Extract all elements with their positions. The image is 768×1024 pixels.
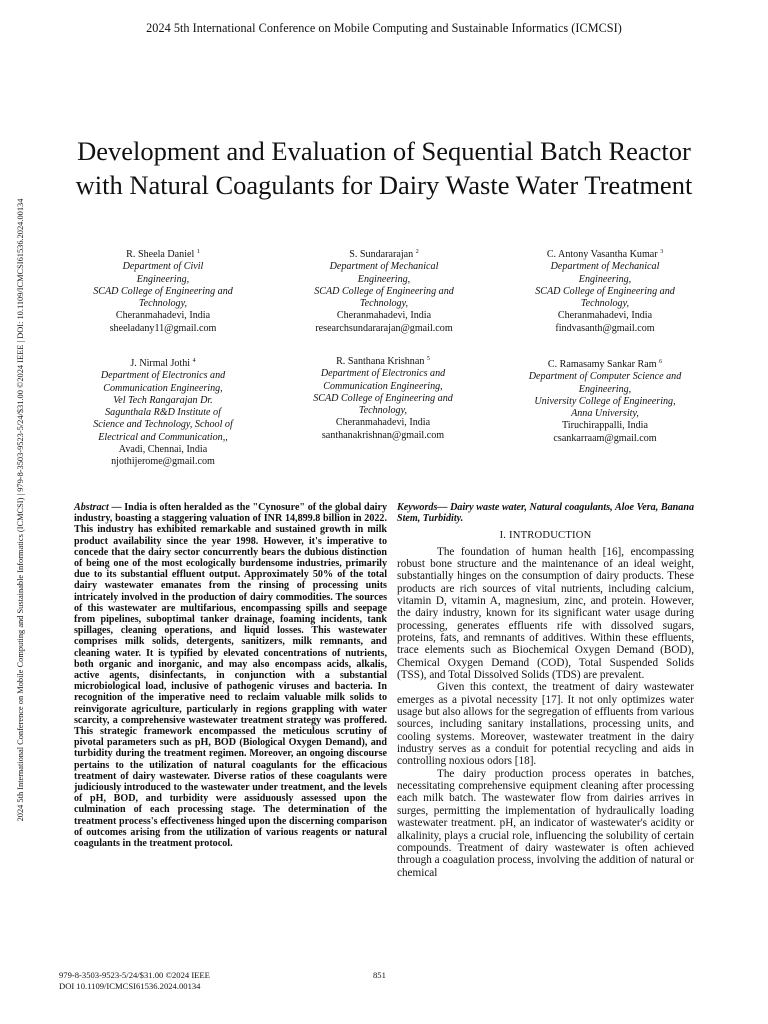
- author-email: researchsundararajan@gmail.com: [315, 322, 453, 334]
- author-dept-line: SCAD College of Engineering and: [93, 285, 233, 297]
- author-dept-line: Department of Mechanical: [329, 261, 439, 273]
- author-name: J. Nirmal Jothi: [130, 358, 191, 369]
- author-dept-line: Technology,: [138, 298, 188, 310]
- author-name: C. Ramasamy Sankar Ram: [547, 359, 657, 370]
- author-block: [290, 353, 476, 442]
- author-dept-line: Technology,: [358, 405, 408, 417]
- author-dept-line: Engineering,: [578, 383, 632, 395]
- footer-isbn: 979-8-3503-9523-5/24/$31.00 ©2024 IEEE: [59, 970, 210, 980]
- keywords: [397, 502, 694, 524]
- author-dept-line: Department of Electronics and: [320, 368, 446, 380]
- author-affiliation-number: 1: [196, 249, 200, 255]
- author-block: [510, 356, 700, 445]
- author-dept-line: Science and Technology, School of: [93, 419, 233, 431]
- author-block: [514, 246, 696, 335]
- author-dept-line: Vel Tech Rangarajan Dr.: [113, 394, 213, 406]
- author-name: C. Antony Vasantha Kumar: [546, 249, 658, 260]
- footer-doi: DOI 10.1109/ICMCSI61536.2024.00134: [59, 980, 201, 991]
- author-dept-line: Sagunthala R&D Institute of: [105, 407, 221, 419]
- section-title: I. INTRODUCTION: [499, 530, 592, 542]
- abstract-column: [74, 502, 387, 849]
- author-dept-line: SCAD College of Engineering and: [314, 285, 454, 297]
- author-dept-line: Anna University,: [571, 408, 639, 420]
- author-affiliation-number: 3: [660, 249, 664, 255]
- author-dept-line: Department of Electronics and: [100, 370, 226, 382]
- author-affiliation-number: 6: [659, 359, 663, 365]
- author-dept-line: University College of Engineering,: [534, 395, 676, 407]
- author-email: csankarraam@gmail.com: [553, 432, 657, 444]
- author-email: njothijerome@gmail.com: [111, 456, 215, 468]
- body-paragraph: Given this context, the treatment of dairy wastewater emerges as a pivotal necessity [17]. It not only optimizes water usage but also allows for the segregation of effluents from various sources, including sanitary installations, processing units, and cooling systems. Moreover, wastewater treatment in the dairy industry serves as a conduit for potential recycling and aids in controlling noxious odors [18].: [397, 681, 694, 768]
- author-place: Cheranmahadevi, India: [335, 417, 431, 429]
- author-dept-line: Department of Civil: [122, 261, 204, 273]
- author-email: findvasanth@gmail.com: [555, 322, 655, 334]
- keywords-lead: Keywords—: [397, 502, 448, 513]
- author-affiliation-number: 5: [426, 356, 430, 362]
- author-place: Cheranmahadevi, India: [336, 310, 432, 322]
- author-dept-line: Department of Mechanical: [550, 261, 660, 273]
- abstract-lead: Abstract: [74, 502, 109, 513]
- author-name: S. Sundararajan: [349, 249, 414, 260]
- body-paragraph: The foundation of human health [16], encompassing robust bone structure and the maintenance of an ideal weight, substantially hinges on the consumption of dairy products. These products are rich sources of vital nutrients, including calcium, vitamin D, vitamin A, magnesium, zinc, and protein. However, the dairy industry, known for its significant water usage during processing, generates effluents rife with dissolved sugars, proteins, fats, and remnants of additives. Within these effluents, trace elements such as Biochemical Oxygen Demand (BOD), Chemical Oxygen Demand (COD), Total Suspended Solids (TSS), and Total Dissolved Solids (TDS) are prevalent.: [397, 545, 694, 682]
- author-place: Cheranmahadevi, India: [557, 310, 653, 322]
- footer-identifiers: [59, 970, 210, 991]
- author-dept-line: Communication Engineering,: [323, 380, 443, 392]
- author-name: R. Santhana Krishnan: [336, 356, 425, 367]
- author-block: [293, 246, 475, 335]
- author-dept-line: Communication Engineering,: [103, 382, 223, 394]
- body-paragraph: The dairy production process operates in batches, necessitating comprehensive equipment cleaning after processing each milk batch. The wastewater flow from dairies arrives in surges, permitting the implementation of hydraulically loading wastewater treatment. pH, an indicator of wastewater's acidity or alkalinity, plays a crucial role, influencing the solubility of certain compounds. Treatment of dairy wastewater is often achieved through a coagulation process, involving the addition of natural or chemical: [397, 767, 694, 879]
- conference-header: 2024 5th International Conference on Mobile Computing and Sustainable Informatics (ICMCSI): [146, 21, 622, 35]
- author-dept-line: Technology,: [580, 298, 630, 310]
- author-block: [72, 246, 254, 335]
- author-email: santhanakrishnan@gmail.com: [321, 429, 445, 441]
- author-affiliation-number: 4: [192, 358, 196, 364]
- abstract: [74, 502, 387, 849]
- author-place: Cheranmahadevi, India: [115, 310, 211, 322]
- author-dept-line: SCAD College of Engineering and: [535, 285, 675, 297]
- author-place: Tiruchirappalli, India: [562, 420, 648, 432]
- author-dept-line: Engineering,: [357, 273, 411, 285]
- paper-title: Development and Evaluation of Sequential Batch Reactor with Natural Coagulants for Dairy Waste Water Treatment: [75, 136, 693, 200]
- author-dept-line: Electrical and Communication,,: [98, 431, 228, 443]
- author-dept-line: Engineering,: [136, 273, 190, 285]
- page-number: 851: [373, 970, 386, 980]
- author-dept-line: Department of Computer Science and: [528, 371, 682, 383]
- author-place: Avadi, Chennai, India: [118, 444, 208, 456]
- author-dept-line: Engineering,: [578, 273, 632, 285]
- side-identifier: 2024 5th International Conference on Mobile Computing and Sustainable Informatics (ICMCSI) | 979-8-3503-9523-5/24/$31.00 ©2024 IEEE | DOI: 10.1109/ICMCSI61536.2024.00134: [16, 198, 25, 822]
- introduction-column: [397, 502, 694, 879]
- author-name: R. Sheela Daniel: [126, 249, 195, 260]
- abstract-text: — India is often heralded as the "Cynosure" of the global dairy industry, boasting a staggering valuation of INR 14,899.8 billion in 2022. This industry has exhibited remarkable and sustained growth in milk product availability since the year 1998. However, it's imperative to concede that the dairy sector concurrently bears the dubious distinction of being one of the most ecologically burdensome industries, primarily due to its substantial effluent output. Approximately 50% of the total dairy wastewater emanates from the rinsing of processing units intricately involved in the production of dairy commodities. The sources of this wastewater are multifarious, encompassing spills and seepage from pipelines, suboptimal tanker drainage, foaming incidents, tank spillages, cleaning operations, and liquid losses. This wastewater comprises milk solids, detergents, sanitizers, milk remnants, and cleaning water. It is typified by elevated concentrations of nutrients, both organic and inorganic, and may also encompass acids, alkalis, active agents, disinfectants, in conjunction with a substantial microbiological load, inclusive of pathogenic viruses and bacteria. In recognition of the imperative need to reclaim valuable milk solids to reinvigorate agriculture, particularly in regions grappling with water scarcity, a comprehensive wastewater treatment strategy was proffered. This strategic framework encompassed the meticulous scrutiny of pivotal parameters such as pH, BOD (Biological Oxygen Demand), and turbidity during the treatment regimen. Moreover, an ongoing discourse pertains to the utilization of natural coagulants for the efficacious treatment of dairy wastewater. Diverse ratios of these coagulants were judiciously introduced to the wastewater under treatment, and the levels of pH, BOD, and turbidity were assiduously assessed upon the culmination of each processing stage. The determination of the treatment process's effectiveness hinged upon the discerning comparison of outcomes arising from the utilization of various reagents or natural coagulants in the treatment protocol.: [74, 502, 387, 850]
- author-email: sheeladany11@gmail.com: [109, 322, 217, 334]
- keywords-text: Dairy waste water, Natural coagulants, Aloe Vera, Banana Stem, Turbidity.: [397, 502, 694, 525]
- author-dept-line: SCAD College of Engineering and: [313, 392, 453, 404]
- author-block: [72, 355, 254, 469]
- author-affiliation-number: 2: [415, 249, 419, 255]
- author-dept-line: Technology,: [359, 298, 409, 310]
